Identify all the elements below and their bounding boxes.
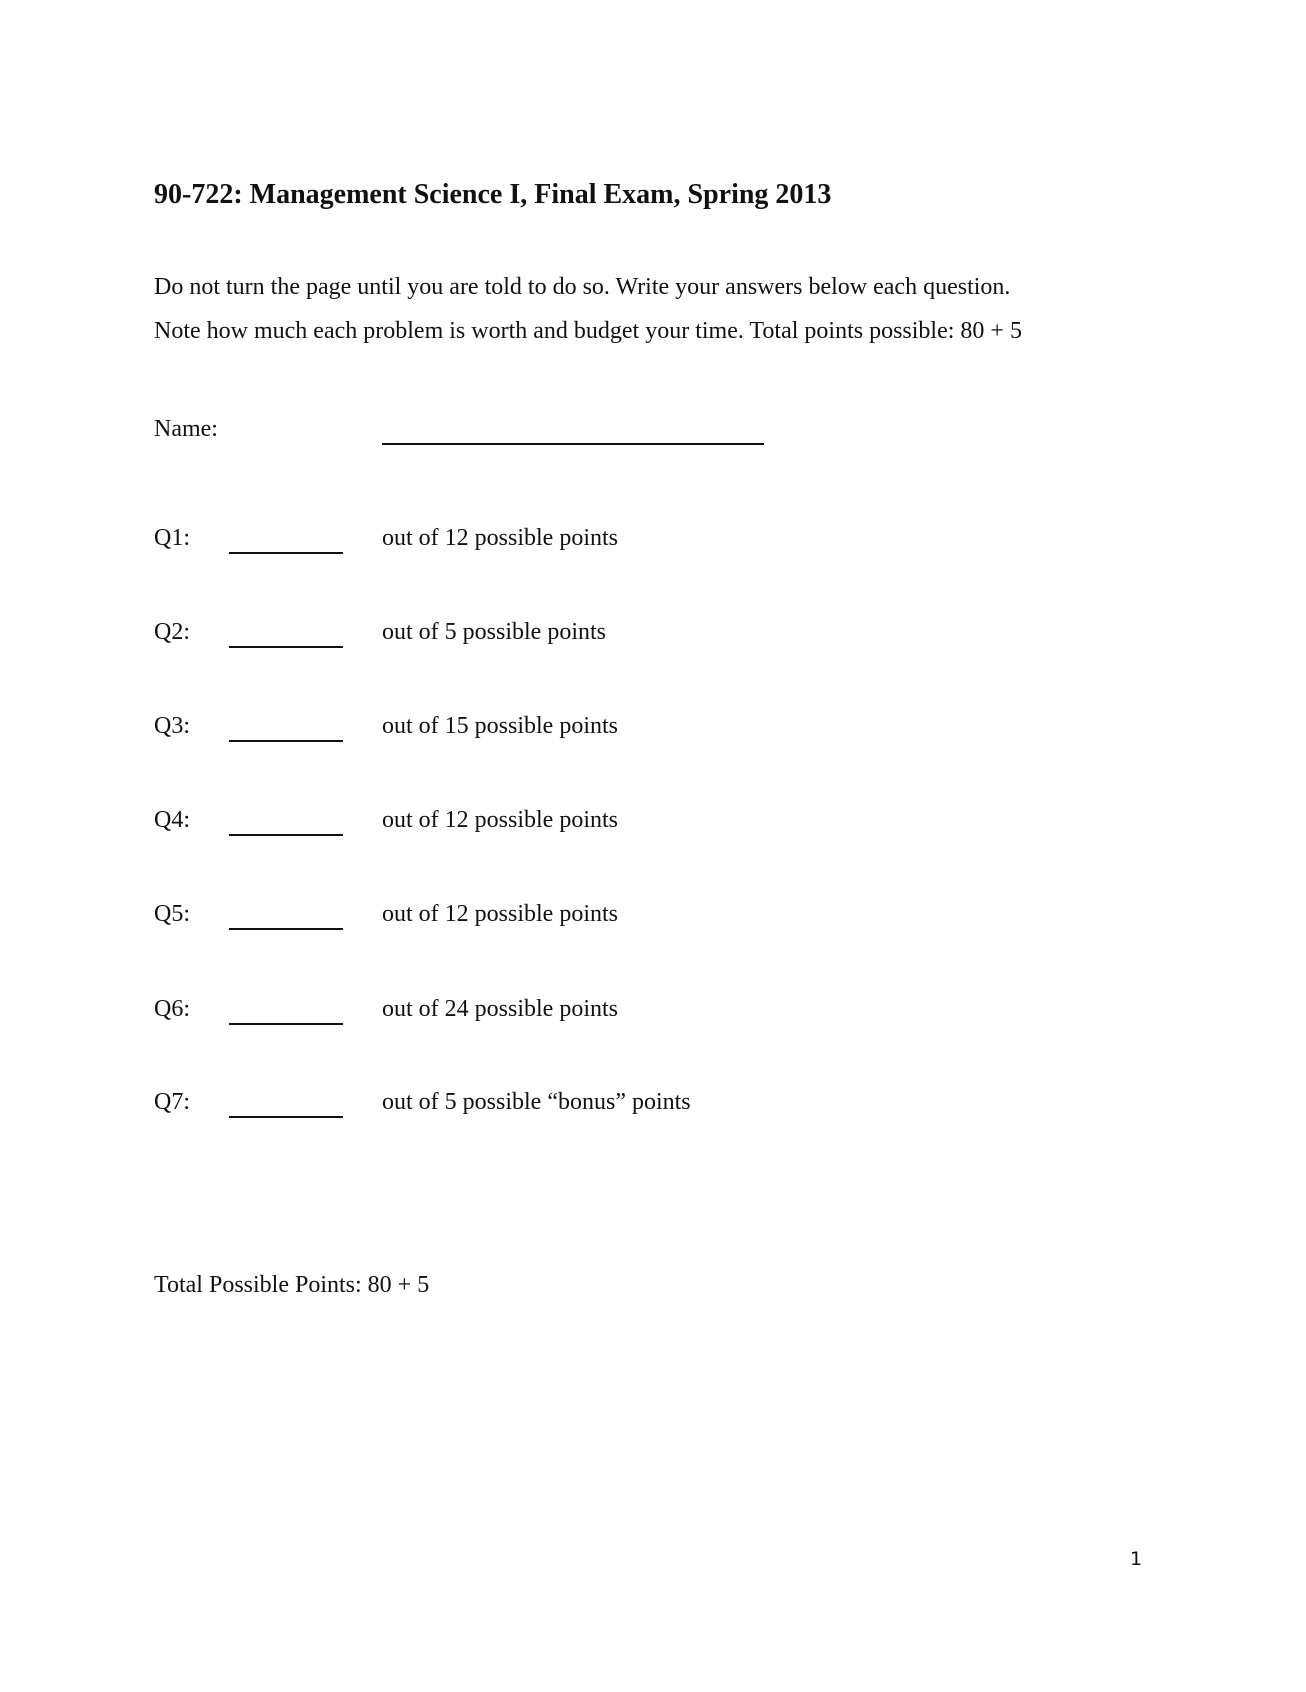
- name-blank-line[interactable]: [382, 443, 764, 445]
- score-blank-line[interactable]: [229, 552, 343, 554]
- page-number: 1: [1130, 1548, 1143, 1570]
- question-row-q7: [154, 1088, 854, 1128]
- question-label: Q7:: [154, 1089, 190, 1115]
- score-blank-line[interactable]: [229, 1023, 343, 1025]
- question-points-text: out of 5 possible “bonus” points: [382, 1089, 691, 1115]
- question-points-text: out of 24 possible points: [382, 996, 619, 1022]
- question-row-q4: [154, 806, 854, 846]
- score-blank-line[interactable]: [229, 646, 343, 648]
- question-label: Q4:: [154, 807, 190, 833]
- question-label: Q1:: [154, 525, 190, 551]
- instruction-line-2: Note how much each problem is worth and budget your time. Total points possible: 80 + 5: [154, 318, 1022, 344]
- question-label: Q2:: [154, 619, 190, 645]
- score-blank-line[interactable]: [229, 928, 343, 930]
- question-label: Q5:: [154, 901, 190, 927]
- question-points-text: out of 12 possible points: [382, 807, 619, 833]
- question-points-text: out of 12 possible points: [382, 525, 619, 551]
- question-points-text: out of 15 possible points: [382, 713, 619, 739]
- question-row-q2: [154, 618, 854, 658]
- instruction-line-1: Do not turn the page until you are told to do so. Write your answers below each question.: [154, 274, 1011, 300]
- question-label: Q3:: [154, 713, 190, 739]
- score-blank-line[interactable]: [229, 1116, 343, 1118]
- exam-title: 90-722: Management Science I, Final Exam, Spring 2013: [154, 179, 832, 210]
- name-label: Name:: [154, 416, 218, 442]
- question-row-q3: [154, 712, 854, 752]
- question-row-q1: [154, 524, 854, 564]
- score-blank-line[interactable]: [229, 834, 343, 836]
- question-row-q6: [154, 995, 854, 1035]
- total-points-text: Total Possible Points: 80 + 5: [154, 1272, 430, 1298]
- question-label: Q6:: [154, 996, 190, 1022]
- score-blank-line[interactable]: [229, 740, 343, 742]
- question-points-text: out of 5 possible points: [382, 619, 607, 645]
- question-row-q5: [154, 900, 854, 940]
- question-points-text: out of 12 possible points: [382, 901, 619, 927]
